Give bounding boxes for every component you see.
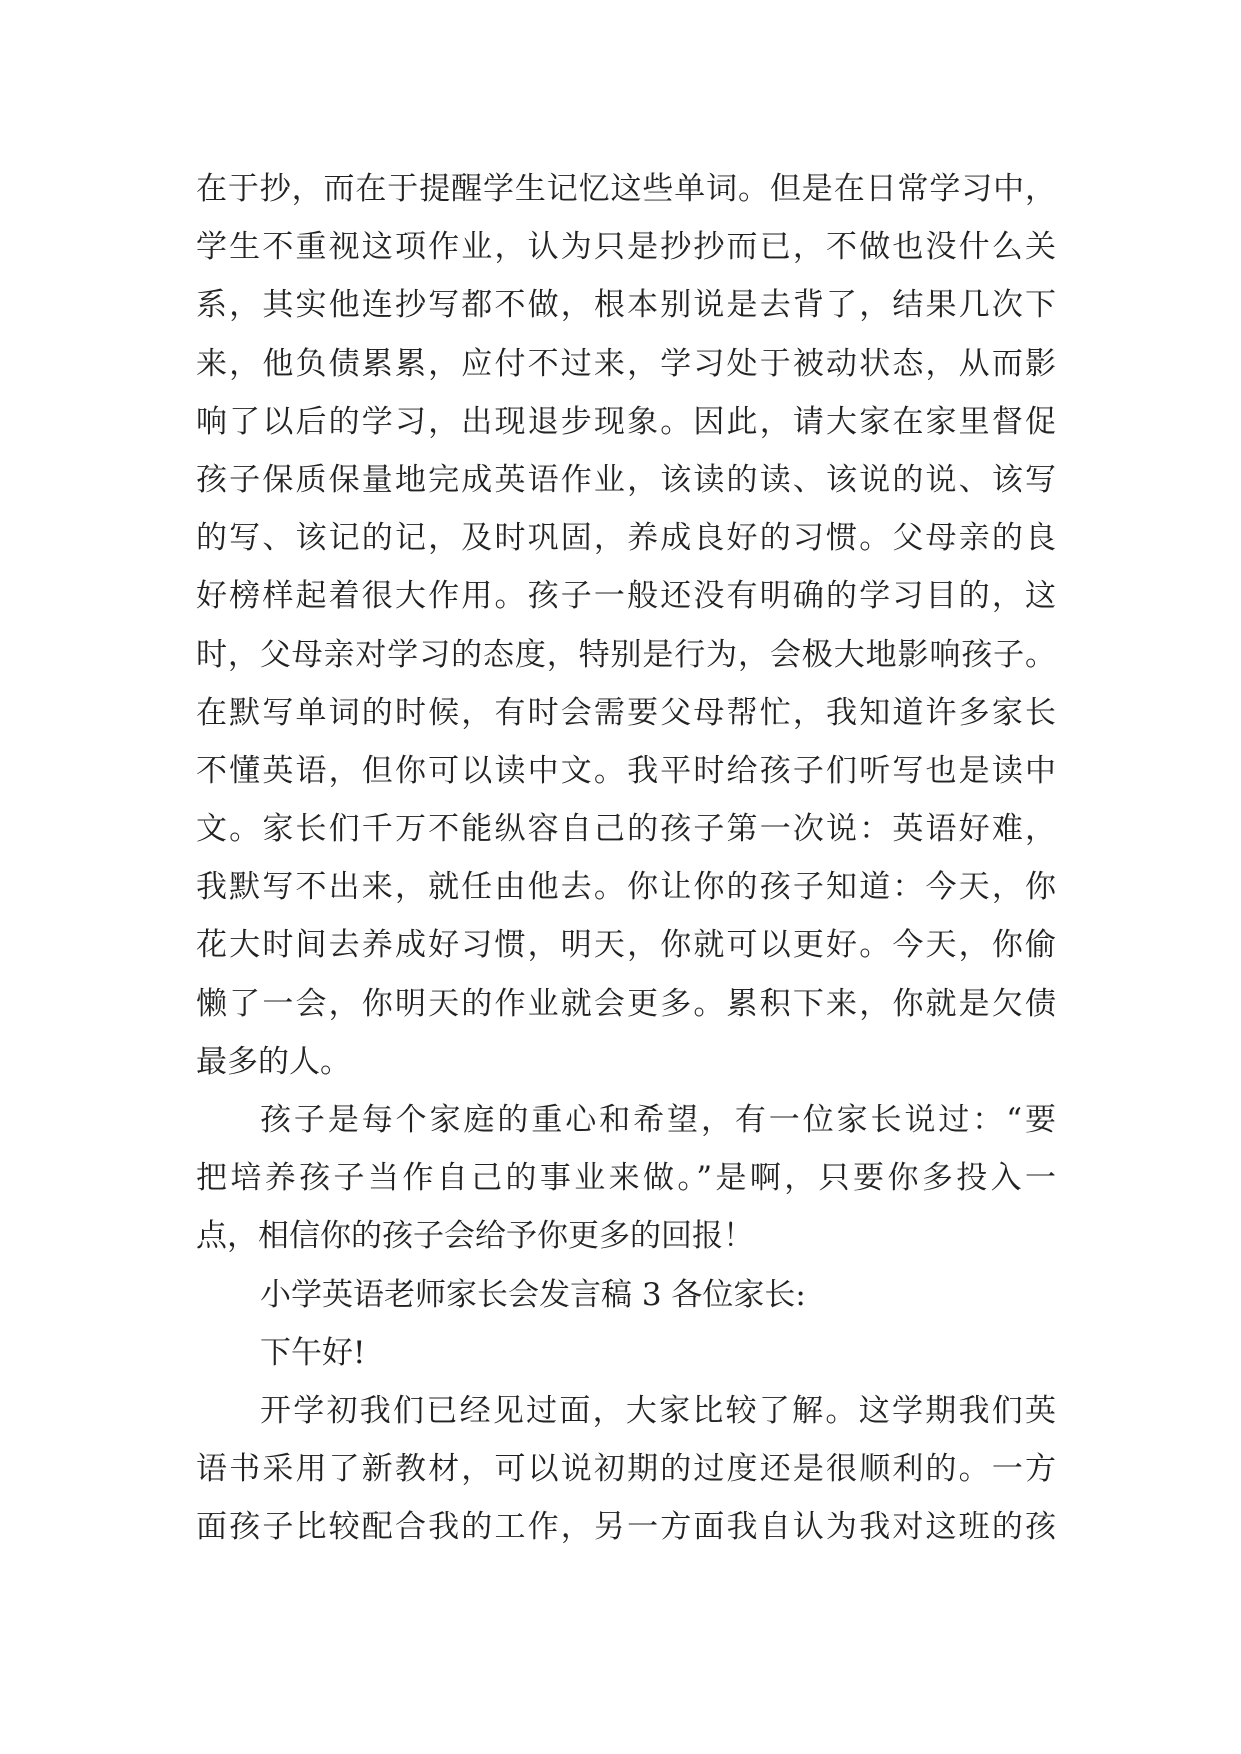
text-line: 在于抄，而在于提醒学生记忆这些单词。但是在日常学习中，	[196, 171, 1056, 207]
text-line: 面孩子比较配合我的工作，另一方面我自认为我对这班的孩	[196, 1509, 1056, 1546]
text-line: 下午好!	[260, 1334, 366, 1371]
text-line: 系，其实他连抄写都不做，根本别说是去背了，结果几次下	[196, 287, 1056, 324]
text-line: 懒了一会，你明天的作业就会更多。累积下来，你就是欠债	[196, 985, 1056, 1022]
text-line: 好榜样起着很大作用。孩子一般还没有明确的学习目的，这	[196, 578, 1056, 615]
text-line: 孩子保质保量地完成英语作业，该读的读、该说的说、该写	[196, 461, 1056, 498]
text-line: 学生不重视这项作业，认为只是抄抄而已，不做也没什么关	[196, 229, 1056, 266]
text-line: 在默写单词的时候，有时会需要父母帮忙，我知道许多家长	[196, 694, 1056, 731]
text-line: 的写、该记的记，及时巩固，养成良好的习惯。父母亲的良	[196, 520, 1056, 557]
document-body	[196, 160, 1056, 1557]
text-line: 把培养孩子当作自己的事业来做。”是啊，只要你多投入一	[196, 1160, 1056, 1197]
text-line: 点，相信你的孩子会给予你更多的回报！	[196, 1218, 754, 1255]
text-line: 我默写不出来，就任由他去。你让你的孩子知道：今天，你	[196, 869, 1056, 906]
text-line: 时，父母亲对学习的态度，特别是行为，会极大地影响孩子。	[196, 636, 1056, 673]
text-line: 不懂英语，但你可以读中文。我平时给孩子们听写也是读中	[196, 752, 1056, 789]
text-line: 花大时间去养成好习惯，明天，你就可以更好。今天，你偷	[196, 927, 1056, 964]
text-line: 最多的人。	[196, 1043, 351, 1080]
text-line: 小学英语老师家长会发言稿 3 各位家长:	[260, 1276, 806, 1313]
text-line: 响了以后的学习，出现退步现象。因此，请大家在家里督促	[196, 403, 1056, 440]
text-line: 孩子是每个家庭的重心和希望，有一位家长说过：“要	[260, 1102, 1056, 1138]
text-line: 语书采用了新教材，可以说初期的过度还是很顺利的。一方	[196, 1451, 1056, 1488]
text-line: 开学初我们已经见过面，大家比较了解。这学期我们英	[260, 1392, 1056, 1429]
text-line: 文。家长们千万不能纵容自己的孩子第一次说：英语好难，	[196, 811, 1056, 848]
text-line: 来，他负债累累，应付不过来，学习处于被动状态，从而影	[196, 345, 1056, 382]
